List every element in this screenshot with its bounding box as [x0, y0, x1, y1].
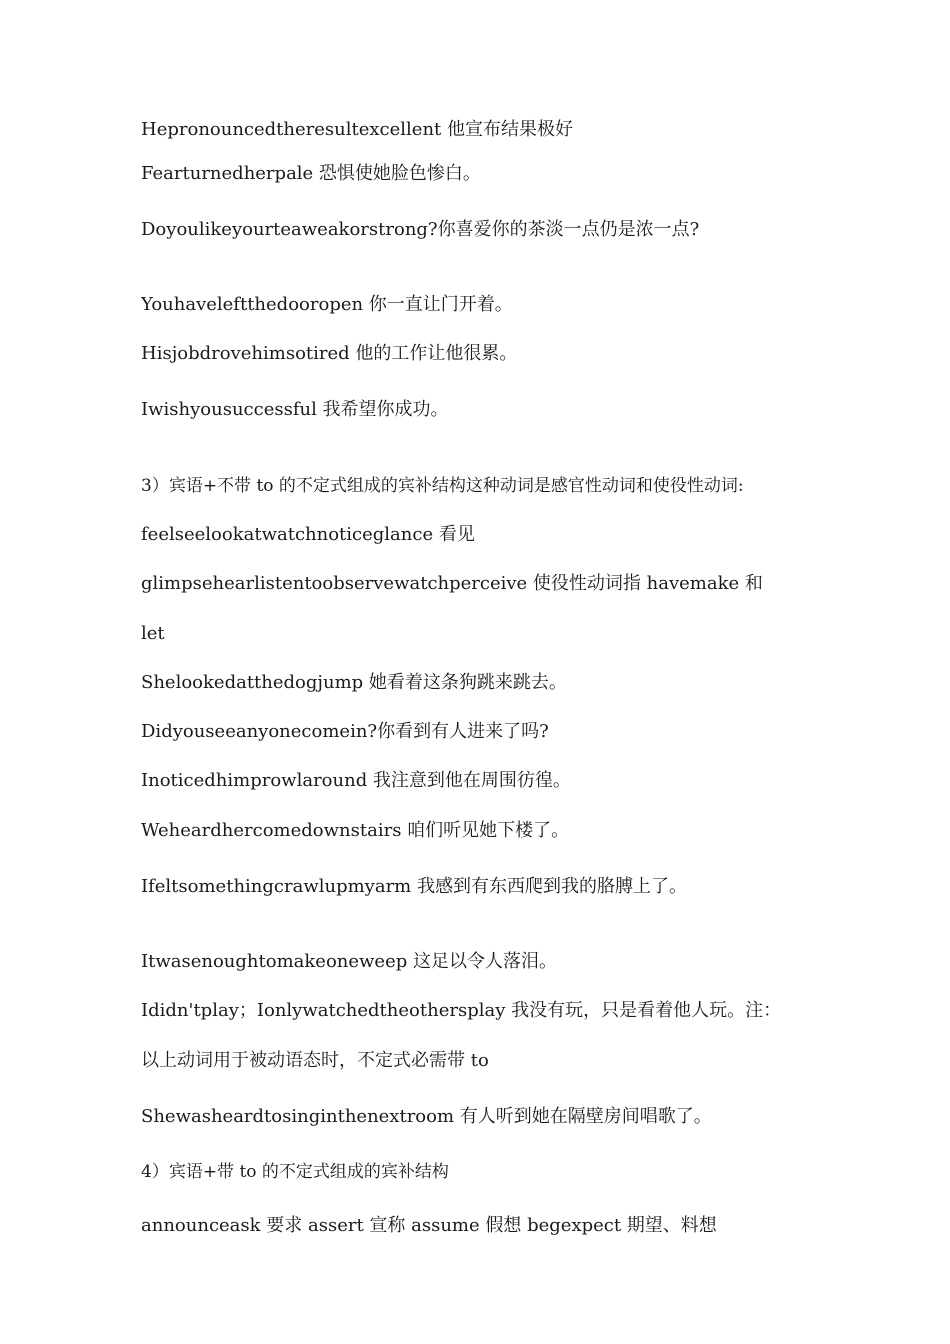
text-line-17: Ididn'tplay；Ionlywatchedtheothersplay 我没有玩，只是看着他人玩。注： — [141, 1000, 782, 1021]
text-line-18: 以上动词用于被动语态时，不定式必需带 to — [141, 1050, 489, 1071]
text-line-1: Hepronouncedtheresultexcellent 他宣布结果极好 — [141, 119, 573, 140]
text-line-11: Shelookedatthedogjump 她看着这条狗跳来跳去。 — [141, 672, 567, 693]
text-line-16: Itwasenoughtomakeoneweep 这足以令人落泪。 — [141, 951, 557, 972]
text-line-19: Shewasheardtosinginthenextroom 有人听到她在隔壁房间唱歌了。 — [141, 1106, 712, 1127]
text-line-12: Didyouseeanyonecomein?你看到有人进来了吗? — [141, 721, 549, 742]
section-heading-3: 3）宾语+不带 to 的不定式组成的宾补结构这种动词是感官性动词和使役性动词: — [141, 476, 744, 496]
text-line-9: glimpsehearlistentoobservewatchperceive 使役性动词指 havemake 和 — [141, 573, 763, 594]
text-line-14: Weheardhercomedownstairs 咱们听见她下楼了。 — [141, 820, 570, 841]
text-line-13: Inoticedhimprowlaround 我注意到他在周围彷徨。 — [141, 770, 571, 791]
text-line-15: Ifeltsomethingcrawlupmyarm 我感到有东西爬到我的胳膊上了。 — [141, 876, 687, 897]
text-line-2: Fearturnedherpale 恐惧使她脸色惨白。 — [141, 163, 481, 184]
text-line-10: let — [141, 623, 165, 644]
section-heading-4: 4）宾语+带 to 的不定式组成的宾补结构 — [141, 1162, 449, 1182]
text-line-21: announceask 要求 assert 宣称 assume 假想 begexpect 期望、料想 — [141, 1215, 717, 1236]
text-line-6: Iwishyousuccessful 我希望你成功。 — [141, 399, 449, 420]
text-line-8: feelseelookatwatchnoticeglance 看见 — [141, 524, 475, 545]
text-line-3: Doyoulikeyourteaweakorstrong?你喜爱你的茶淡一点仍是浓一点? — [141, 219, 700, 240]
text-line-5: Hisjobdrovehimsotired 他的工作让他很累。 — [141, 343, 518, 364]
text-line-4: Youhaveleftthedooropen 你一直让门开着。 — [141, 294, 513, 315]
